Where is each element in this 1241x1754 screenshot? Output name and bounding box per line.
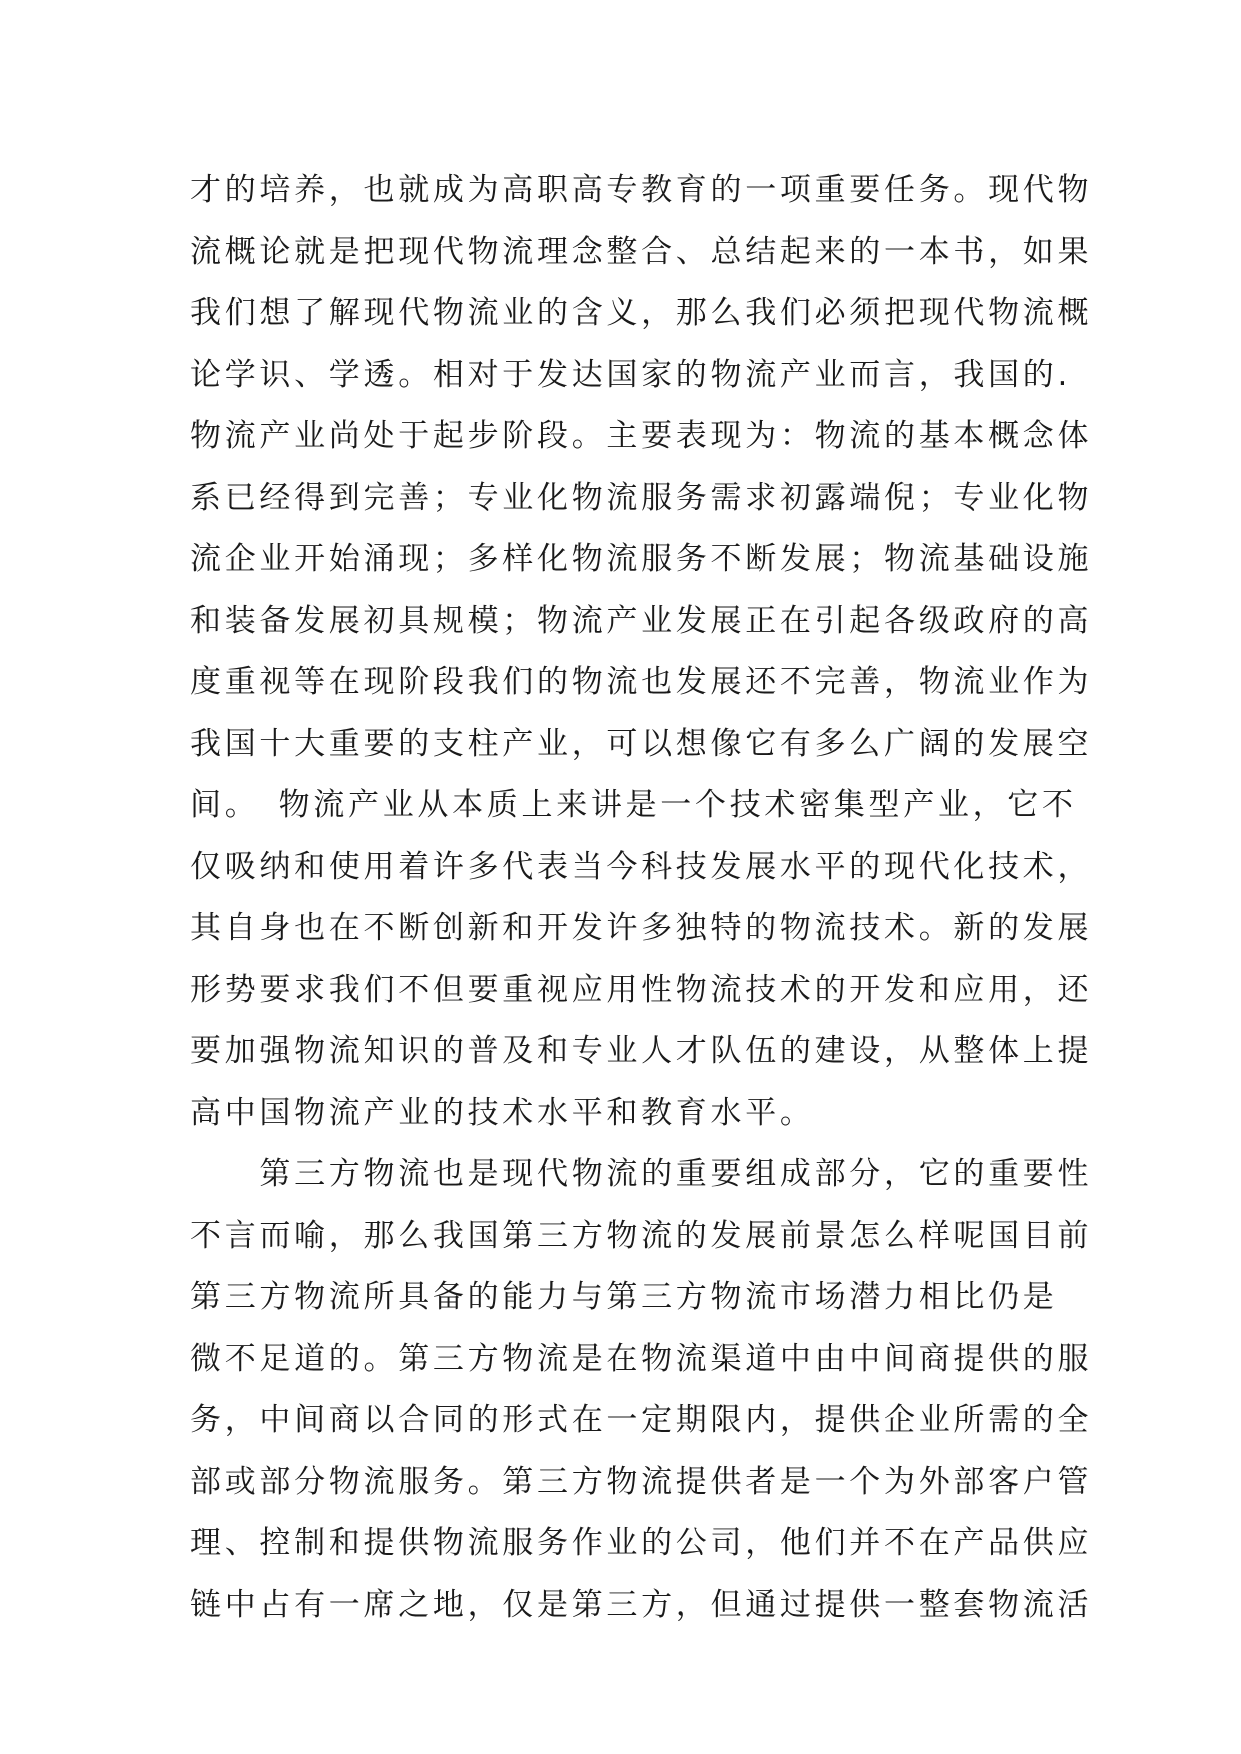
text-line: 流企业开始涌现；多样化物流服务不断发展；物流基础设施: [190, 541, 1093, 577]
text-line: 链中占有一席之地，仅是第三方，但通过提供一整套物流活: [190, 1586, 1093, 1623]
text-line: 流概论就是把现代物流理念整合、总结起来的一本书，如果: [190, 233, 1093, 270]
text-line: 物流产业尚处于起步阶段。主要表现为：物流的基本概念体: [190, 418, 1093, 454]
text-line: 和装备发展初具规模；物流产业发展正在引起各级政府的高: [190, 602, 1093, 639]
text-line: 高中国物流产业的技术水平和教育水平。: [190, 1094, 815, 1131]
text-line: 其自身也在不断创新和开发许多独特的物流技术。新的发展: [190, 910, 1093, 946]
text-line: 不言而喻，那么我国第三方物流的发展前景怎么样呢国目前: [190, 1217, 1093, 1254]
text-line: 仅吸纳和使用着许多代表当今科技发展水平的现代化技术，: [190, 848, 1093, 885]
text-line: 理、控制和提供物流服务作业的公司，他们并不在产品供应: [190, 1525, 1093, 1561]
text-line: 务，中间商以合同的形式在一定期限内，提供企业所需的全: [190, 1402, 1093, 1438]
text-line: 形势要求我们不但要重视应用性物流技术的开发和应用，还: [190, 971, 1093, 1008]
text-line: 部或部分物流服务。第三方物流提供者是一个为外部客户管: [190, 1463, 1093, 1500]
text-line: 第三方物流所具备的能力与第三方物流市场潜力相比仍是: [190, 1279, 1058, 1315]
text-line: 系已经得到完善；专业化物流服务需求初露端倪；专业化物: [190, 479, 1093, 516]
text-line: 微不足道的。第三方物流是在物流渠道中由中间商提供的服: [190, 1340, 1093, 1377]
text-line: 我国十大重要的支柱产业，可以想像它有多么广阔的发展空: [190, 725, 1093, 762]
text-line: 我们想了解现代物流业的含义，那么我们必须把现代物流概: [190, 295, 1093, 331]
text-line: 才的培养，也就成为高职高专教育的一项重要任务。现代物: [190, 172, 1093, 208]
text-line: 度重视等在现阶段我们的物流也发展还不完善，物流业作为: [190, 664, 1093, 700]
text-line: 第三方物流也是现代物流的重要组成部分，它的重要性: [190, 1156, 1093, 1192]
body-text: [190, 160, 1093, 1636]
text-line: 间。 物流产业从本质上来讲是一个技术密集型产业，它不: [190, 787, 1077, 823]
text-line: 论学识、学透。相对于发达国家的物流产业而言，我国的.: [190, 356, 1072, 393]
text-line: 要加强物流知识的普及和专业人才队伍的建设，从整体上提: [190, 1033, 1093, 1069]
